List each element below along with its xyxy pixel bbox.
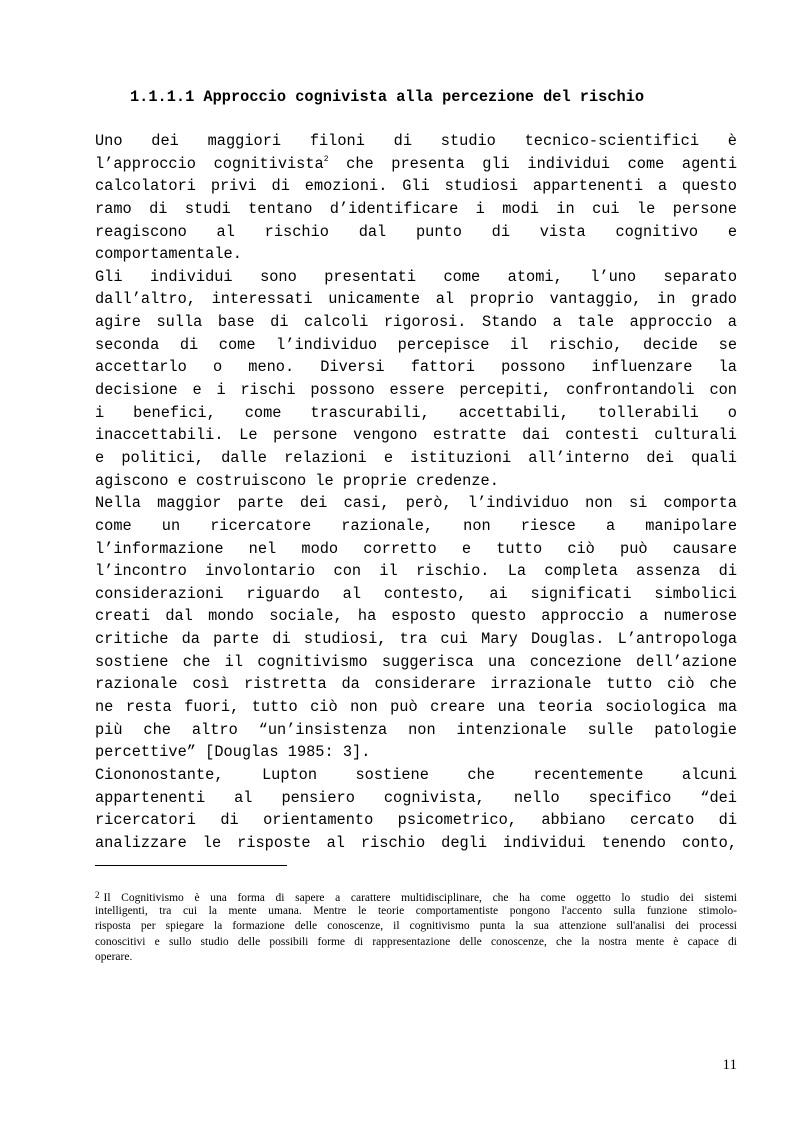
body-line: più che altro “un’insistenza non intenzionale sulle patologie: [95, 720, 737, 739]
body-line: Nella maggior parte dei casi, però, l’individuo non si comporta: [95, 494, 737, 513]
body-line: decisione e i rischi possono essere percepiti, confrontandoli con: [95, 381, 737, 400]
body-line: calcolatori privi di emozioni. Gli studiosi appartenenti a questo: [95, 177, 737, 196]
footnote-line: operare.: [95, 951, 133, 963]
body-line: i benefici, come trascurabili, accettabili, tollerabili o: [95, 403, 737, 422]
body-line: ricercatori di orientamento psicometrico, abbiano cercato di: [95, 811, 737, 830]
body-line: appartenenti al pensiero cognivista, nello specifico “dei: [95, 788, 737, 807]
footnote: [95, 888, 737, 966]
body-line: reagiscono al rischio dal punto di vista cognitivo e: [95, 222, 737, 241]
body-line: agiscono e costruiscono le proprie credenze.: [95, 471, 499, 490]
body-line: e politici, dalle relazioni e istituzioni all’interno dei quali: [95, 448, 737, 467]
page-number: 11: [722, 1057, 737, 1073]
footnote-line: $^2$ Il Cognitivismo è una forma di sapere a carattere multidisciplinare, che ha come oggetto lo studio dei sistemi: [95, 890, 737, 904]
body-line: creati dal mondo sociale, ha esposto questo approccio a numerose: [95, 607, 737, 626]
body-line: ne resta fuori, tutto ciò non può creare una teoria sociologica ma: [95, 698, 737, 717]
body-line: analizzare le risposte al rischio degli individui tenendo conto,: [95, 833, 737, 852]
footnote-line: risposta per spiegare la formazione delle conoscenze, il cognitivismo punta la sua attenzione sull'analisi dei processi: [95, 920, 737, 932]
body-line: Gli individui sono presentati come atomi, l’uno separato: [95, 267, 737, 286]
body-line: Ciononostante, Lupton sostiene che recentemente alcuni: [95, 765, 737, 784]
footnote-mark: 2: [95, 890, 100, 900]
footnote-separator: [95, 865, 287, 866]
body-line: critiche da parte di studiosi, tra cui Mary Douglas. L’antropologa: [95, 630, 737, 649]
footnote-reference: 2: [323, 154, 329, 164]
body-line: agire sulla base di calcoli rigorosi. Stando a tale approccio a: [95, 313, 737, 332]
body-line: ramo di studi tentano d’identificare i modi in cui le persone: [95, 199, 737, 218]
section-heading: 1.1.1.1 Approccio cognivista alla percezione del rischio: [130, 88, 645, 106]
body-line: percettive” [Douglas 1985: 3].: [95, 743, 371, 762]
body-line: come un ricercatore razionale, non riesce a manipolare: [95, 516, 737, 535]
body-line: l’informazione nel modo corretto e tutto ciò può causare: [95, 539, 737, 558]
body-line: razionale così ristretta da considerare irrazionale tutto ciò che: [95, 675, 737, 694]
body-line: considerazioni riguardo al contesto, ai significati simbolici: [95, 584, 737, 603]
body-line: dall’altro, interessati unicamente al proprio vantaggio, in grado: [95, 290, 737, 309]
body-text: [95, 130, 737, 855]
body-line: l’approccio cognitivista$^2$ che presenta gli individui come agenti: [95, 154, 738, 173]
body-line: l’incontro involontario con il rischio. La completa assenza di: [95, 562, 737, 581]
footnote-line: intelligenti, tra cui la mente umana. Mentre le teorie comportamentiste pongono l'accento sulla funzione stimolo-: [95, 904, 737, 917]
body-line: accettarlo o meno. Diversi fattori possono influenzare la: [95, 358, 737, 377]
body-line: sostiene che il cognitivismo suggerisca una concezione dell’azione: [95, 652, 737, 671]
body-line: seconda di come l’individuo percepisce il rischio, decide se: [95, 335, 737, 354]
body-line: inaccettabili. Le persone vengono estratte dai contesti culturali: [95, 426, 737, 445]
body-line: comportamentale.: [95, 245, 242, 264]
body-line: Uno dei maggiori filoni di studio tecnico-scientifici è: [95, 132, 737, 150]
footnote-line: conoscitivi e sullo studio delle possibili forme di rappresentazione delle conoscenze, che la nostra mente è capace di: [95, 935, 737, 948]
